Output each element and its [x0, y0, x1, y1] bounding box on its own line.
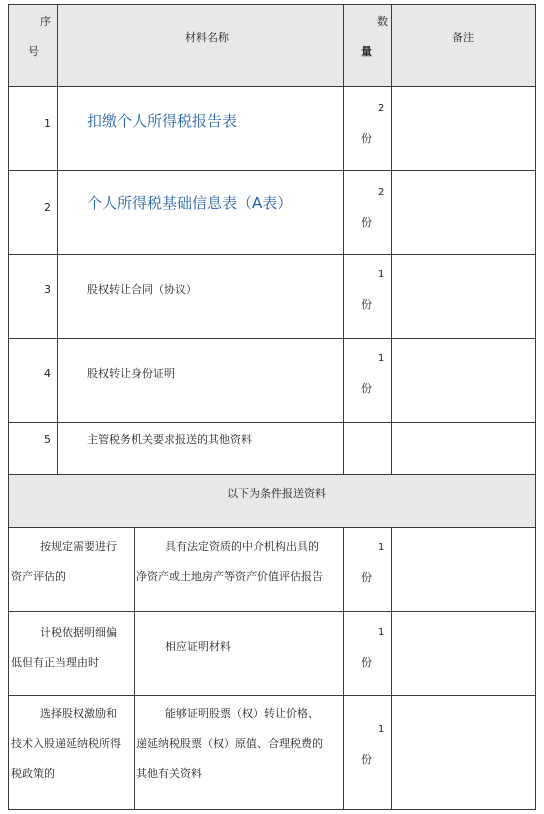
row-4-qty-cell [343, 338, 392, 423]
cond-row-3-condition-line3: 税政策的 [11, 767, 55, 780]
row-2-no: 2 [44, 201, 51, 214]
row-4-remark-cell [391, 338, 536, 423]
row-3-name: 股权转让合同（协议） [87, 283, 197, 296]
cond-row-3-condition-cell [8, 695, 135, 810]
conditional-header-cell [8, 474, 536, 528]
header-qty-cell [343, 4, 392, 87]
cond-row-2-condition-line2: 低但有正当理由时 [11, 656, 99, 669]
cond-row-1-material-line1: 具有法定资质的中介机构出具的 [165, 540, 319, 553]
row-2-qty-unit: 份 [361, 216, 372, 229]
row-4-no-cell [8, 338, 58, 423]
cond-row-2-qty-num: 1 [378, 627, 385, 638]
row-2-no-cell [8, 170, 58, 255]
header-remark: 备注 [452, 31, 474, 44]
row-1-name-cell [57, 86, 344, 171]
cond-row-2-material-line1: 相应证明材料 [165, 640, 231, 653]
header-seq-line2: 号 [28, 45, 39, 58]
row-4-qty-num: 1 [378, 353, 385, 364]
cond-row-3-qty-unit: 份 [361, 753, 372, 766]
row-5-remark-cell [391, 422, 536, 475]
cond-row-2-qty-unit: 份 [361, 656, 372, 669]
materials-table [8, 4, 536, 810]
row-1-qty-unit: 份 [361, 132, 372, 145]
cond-row-1-qty-num: 1 [378, 542, 385, 553]
cond-row-3-remark-cell [391, 695, 536, 810]
conditional-header: 以下为条件报送资料 [227, 487, 326, 500]
row-2-name: 个人所得税基础信息表（A表） [87, 194, 293, 212]
cond-row-1-condition-line2: 资产评估的 [11, 570, 66, 583]
row-1-no: 1 [44, 117, 51, 130]
cond-row-3-condition-line2: 技术入股递延纳税所得 [11, 737, 121, 750]
header-seq-cell [8, 4, 58, 87]
cond-row-1-condition-line1: 按规定需要进行 [40, 540, 117, 553]
row-1-name: 扣缴个人所得税报告表 [87, 112, 238, 130]
header-seq-line1: 序 [40, 15, 51, 28]
row-3-qty-unit: 份 [361, 298, 372, 311]
cond-row-3-material-line3: 其他有关资料 [136, 767, 202, 780]
cond-row-2-condition-cell [8, 611, 135, 696]
cond-row-3-material-line1: 能够证明股票（权）转让价格、 [165, 707, 319, 720]
row-3-remark-cell [391, 254, 536, 339]
header-remark-cell [391, 4, 536, 87]
cond-row-2-material-cell [134, 611, 344, 696]
cond-row-2-qty-cell [343, 611, 392, 696]
cond-row-2-condition-line1: 计税依据明细偏 [40, 626, 117, 639]
row-3-qty-cell [343, 254, 392, 339]
row-4-name: 股权转让身份证明 [87, 367, 175, 380]
cond-row-3-qty-num: 1 [378, 724, 385, 735]
row-2-qty-num: 2 [378, 187, 385, 198]
row-4-qty-unit: 份 [361, 382, 372, 395]
row-5-qty-cell [343, 422, 392, 475]
cond-row-3-material-line2: 递延纳税股票（权）原值、合理税费的 [136, 737, 323, 750]
row-3-name-cell [57, 254, 344, 339]
row-3-no-cell [8, 254, 58, 339]
row-1-qty-cell [343, 86, 392, 171]
row-5-no-cell [8, 422, 58, 475]
row-1-qty-num: 2 [378, 103, 385, 114]
row-3-no: 3 [44, 283, 51, 296]
row-1-remark-cell [391, 86, 536, 171]
cond-row-3-material-cell [134, 695, 344, 810]
header-name: 材料名称 [185, 31, 229, 44]
row-2-name-cell [57, 170, 344, 255]
row-4-name-cell [57, 338, 344, 423]
cond-row-1-material-line2: 净资产或土地房产等资产价值评估报告 [136, 570, 323, 583]
row-5-no: 5 [44, 433, 51, 446]
row-3-qty-num: 1 [378, 269, 385, 280]
row-2-remark-cell [391, 170, 536, 255]
header-qty-line1: 数 [377, 15, 388, 28]
row-1-no-cell [8, 86, 58, 171]
cond-row-1-qty-unit: 份 [361, 571, 372, 584]
row-5-name: 主管税务机关要求报送的其他资料 [87, 433, 252, 446]
row-5-name-cell [57, 422, 344, 475]
cond-row-1-material-cell [134, 527, 344, 612]
cond-row-1-qty-cell [343, 527, 392, 612]
header-name-cell [57, 4, 344, 87]
cond-row-1-condition-cell [8, 527, 135, 612]
cond-row-3-qty-cell [343, 695, 392, 810]
row-2-qty-cell [343, 170, 392, 255]
cond-row-2-remark-cell [391, 611, 536, 696]
header-qty-line2: 量 [361, 45, 372, 58]
row-4-no: 4 [44, 367, 51, 380]
cond-row-1-remark-cell [391, 527, 536, 612]
cond-row-3-condition-line1: 选择股权激励和 [40, 707, 117, 720]
